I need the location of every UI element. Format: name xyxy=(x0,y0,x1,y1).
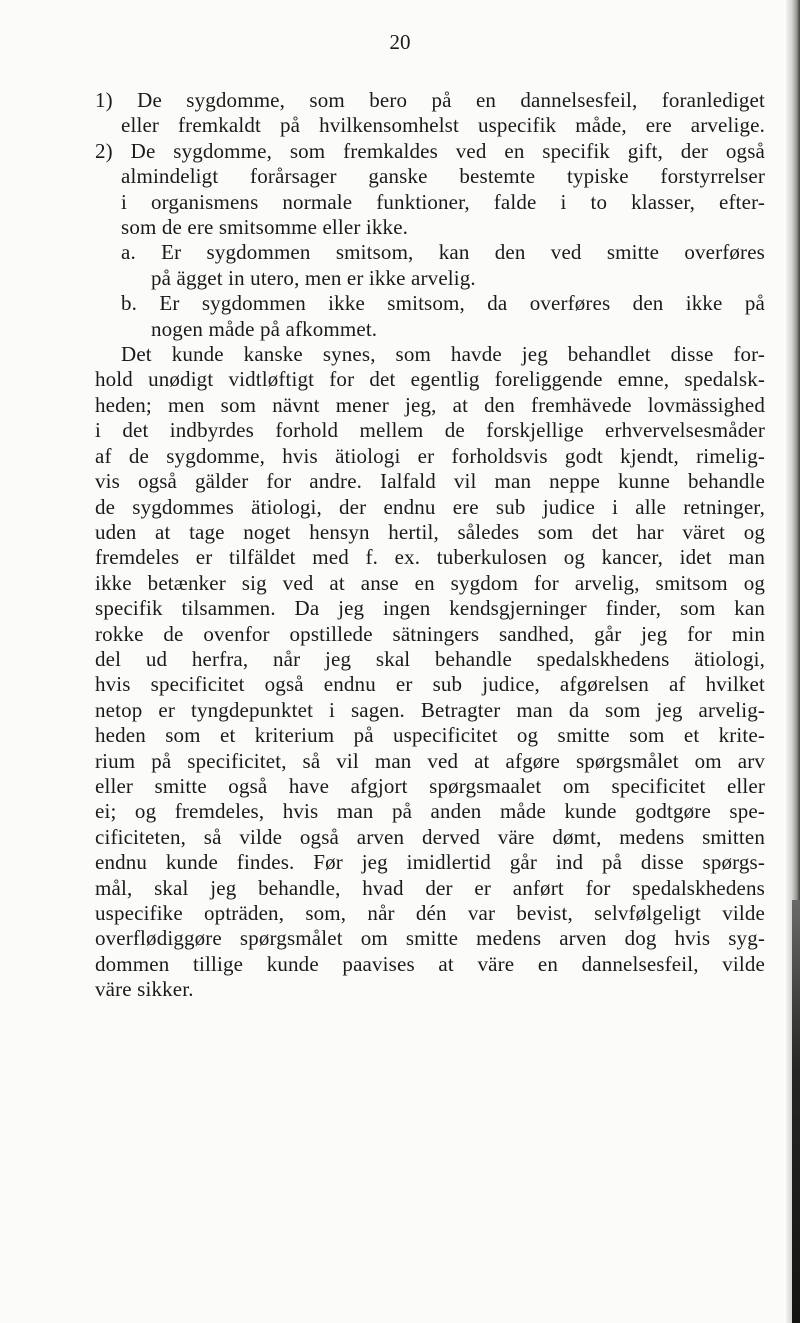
text-line: som de ere smitsomme eller ikke. xyxy=(121,215,409,240)
text-line: ikke betænker sig ved at anse en sygdom for arvelig, smitsom og xyxy=(95,570,765,595)
text-line: fremdeles er tilfäldet med f. ex. tuberkulosen og kancer, idet man xyxy=(95,545,765,570)
text-line: de sygdommes ätiologi, der endnu ere sub judice i alle retninger, xyxy=(95,494,765,519)
text-line: heden; men som nävnt mener jeg, at den fremhävede lovmässighed xyxy=(95,392,765,417)
text-line: overflødiggøre spørgsmålet om smitte medens arven dog hvis syg- xyxy=(95,926,765,951)
text-line: väre sikker. xyxy=(95,977,194,1002)
text-line: mål, skal jeg behandle, hvad der er anført for spedalskhedens xyxy=(95,875,765,900)
text-line: b. Er sygdommen ikke smitsom, da overføres den ikke på xyxy=(121,291,765,316)
text-line: i det indbyrdes forhold mellem de forskjellige erhvervelsesmåder xyxy=(95,418,765,443)
body-text xyxy=(95,88,765,1003)
text-line: vis også gälder for andre. Ialfald vil man neppe kunne behandle xyxy=(95,469,765,494)
text-line: specifik tilsammen. Da jeg ingen kendsgjerninger finder, som kan xyxy=(95,596,765,621)
text-line: af de sygdomme, hvis ätiologi er forholdsvis godt kjendt, rimelig- xyxy=(95,443,765,468)
text-line: del ud herfra, når jeg skal behandle spedalskhedens ätiologi, xyxy=(95,646,765,671)
text-line: netop er tyngdepunktet i sagen. Betragter man da som jeg arvelig- xyxy=(95,697,765,722)
text-line: Det kunde kanske synes, som havde jeg behandlet disse for- xyxy=(121,342,765,367)
text-line: hvis specificitet også endnu er sub judice, afgørelsen af hvilket xyxy=(95,672,765,697)
text-line: heden som et kriterium på uspecificitet og smitte som et krite- xyxy=(95,723,765,748)
text-line: a. Er sygdommen smitsom, kan den ved smitte overføres xyxy=(121,240,765,265)
text-line: hold unødigt vidtløftigt for det egentlig foreliggende emne, spedalsk- xyxy=(95,367,765,392)
text-line: 1) De sygdomme, som bero på en dannelsesfeil, foranlediget xyxy=(95,88,765,112)
page-edge-binding xyxy=(792,900,800,1323)
text-line: rium på specificitet, så vil man ved at afgøre spørgsmålet om arv xyxy=(95,748,765,773)
text-line: på ägget in utero, men er ikke arvelig. xyxy=(151,265,476,290)
text-line: nogen måde på afkommet. xyxy=(151,316,378,341)
page-number: 20 xyxy=(389,30,411,54)
text-line: uspecifike opträden, som, når dén var bevist, selvfølgeligt vilde xyxy=(95,901,765,925)
text-line: almindeligt forårsager ganske bestemte typiske forstyrrelser xyxy=(121,164,765,189)
text-line: rokke de ovenfor opstillede sätningers sandhed, går jeg for min xyxy=(95,621,765,646)
text-line: uden at tage noget hensyn hertil, således som det har väret og xyxy=(95,519,765,544)
text-line: eller smitte også have afgjort spørgsmaalet om specificitet eller xyxy=(95,773,765,798)
text-line: eller fremkaldt på hvilkensomhelst uspecifik måde, ere arvelige. xyxy=(121,113,765,138)
text-line: cificiteten, så vilde også arven derved väre dømt, medens smitten xyxy=(95,824,765,849)
text-line: endnu kunde findes. Før jeg imidlertid går ind på disse spørgs- xyxy=(95,850,765,875)
text-line: 2) De sygdomme, som fremkaldes ved en specifik gift, der også xyxy=(95,138,765,163)
text-line: dommen tillige kunde paavises at väre en dannelsesfeil, vilde xyxy=(95,951,765,976)
text-line: ei; og fremdeles, hvis man på anden måde kunde godtgøre spe- xyxy=(95,799,765,824)
text-line: i organismens normale funktioner, falde i to klasser, efter- xyxy=(121,189,765,214)
